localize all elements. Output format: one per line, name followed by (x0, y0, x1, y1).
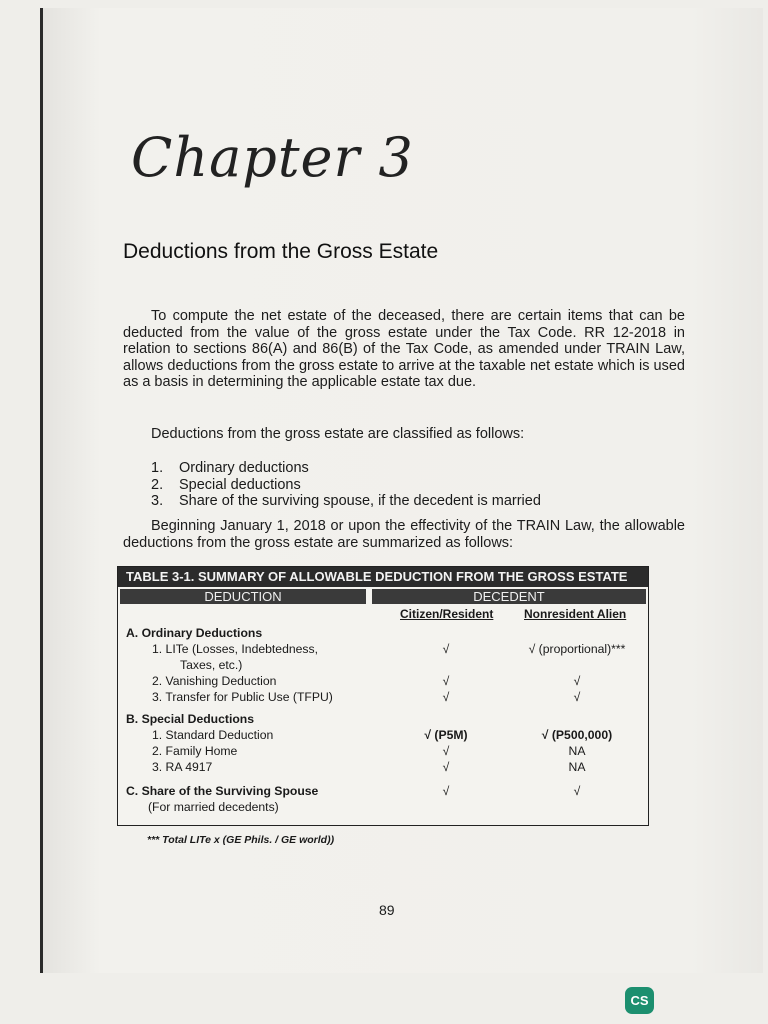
deduction-summary-table (117, 566, 649, 826)
table-row: 2. Family Home √ NA (152, 744, 586, 758)
table-row: 1. LITe (Losses, Indebtedness, √ √ (proportional)*** (152, 642, 626, 656)
table-row: 3. Transfer for Public Use (TFPU) √ √ (152, 690, 581, 704)
table-footnote: *** Total LITe x (GE Phils. / GE world)) (147, 834, 335, 846)
camscanner-logo: CS (625, 987, 654, 1014)
list-item: 2. Special deductions (151, 476, 301, 493)
chapter-title: Chapter 3 (131, 126, 414, 189)
classified-paragraph: Deductions from the gross estate are classified as follows: (151, 426, 525, 442)
column-citizen-resident: Citizen/Resident (400, 607, 494, 621)
table-row: 1. Standard Deduction √ (P5M) √ (P500,000) (152, 728, 613, 742)
train-paragraph: Beginning January 1, 2018 or upon the effectivity of the TRAIN Law, the allowable deductions from the gross estate are summarized as follows: (123, 518, 685, 551)
table-row: A. Ordinary Deductions (126, 626, 263, 640)
header-decedent: DECEDENT (372, 589, 646, 604)
intro-paragraph: To compute the net estate of the deceased, there are certain items that can be deducted from the value of the gross estate under the Tax Code. RR 12-2018 in relation to sections 86(A) and 86(B) of the Tax Code, as amended under TRAIN Law, allows deductions from the gross estate to arrive at the taxable net estate which is used as a basis in determining the applicable estate tax due. (123, 308, 685, 391)
classification-list (151, 460, 541, 510)
table-row: C. Share of the Surviving Spouse √ √ (126, 784, 581, 798)
table-row: B. Special Deductions (126, 712, 254, 726)
table-row: 3. RA 4917 √ NA (152, 760, 586, 774)
table-title: TABLE 3-1. SUMMARY OF ALLOWABLE DEDUCTION FROM THE GROSS ESTATE (118, 567, 648, 587)
table-body (118, 625, 648, 815)
page-number: 89 (379, 902, 395, 918)
document-page (40, 8, 763, 973)
list-item: 1. Ordinary deductions (151, 460, 309, 476)
table-row: 2. Vanishing Deduction √ √ (152, 674, 581, 688)
header-deduction: DEDUCTION (120, 589, 366, 604)
list-item: 3. Share of the surviving spouse, if the decedent is married (151, 493, 541, 510)
section-title: Deductions from the Gross Estate (123, 240, 439, 263)
table-row: (For married decedents) (148, 800, 279, 814)
column-nonresident-alien: Nonresident Alien (524, 607, 627, 621)
table-row: Taxes, etc.) (180, 658, 243, 672)
